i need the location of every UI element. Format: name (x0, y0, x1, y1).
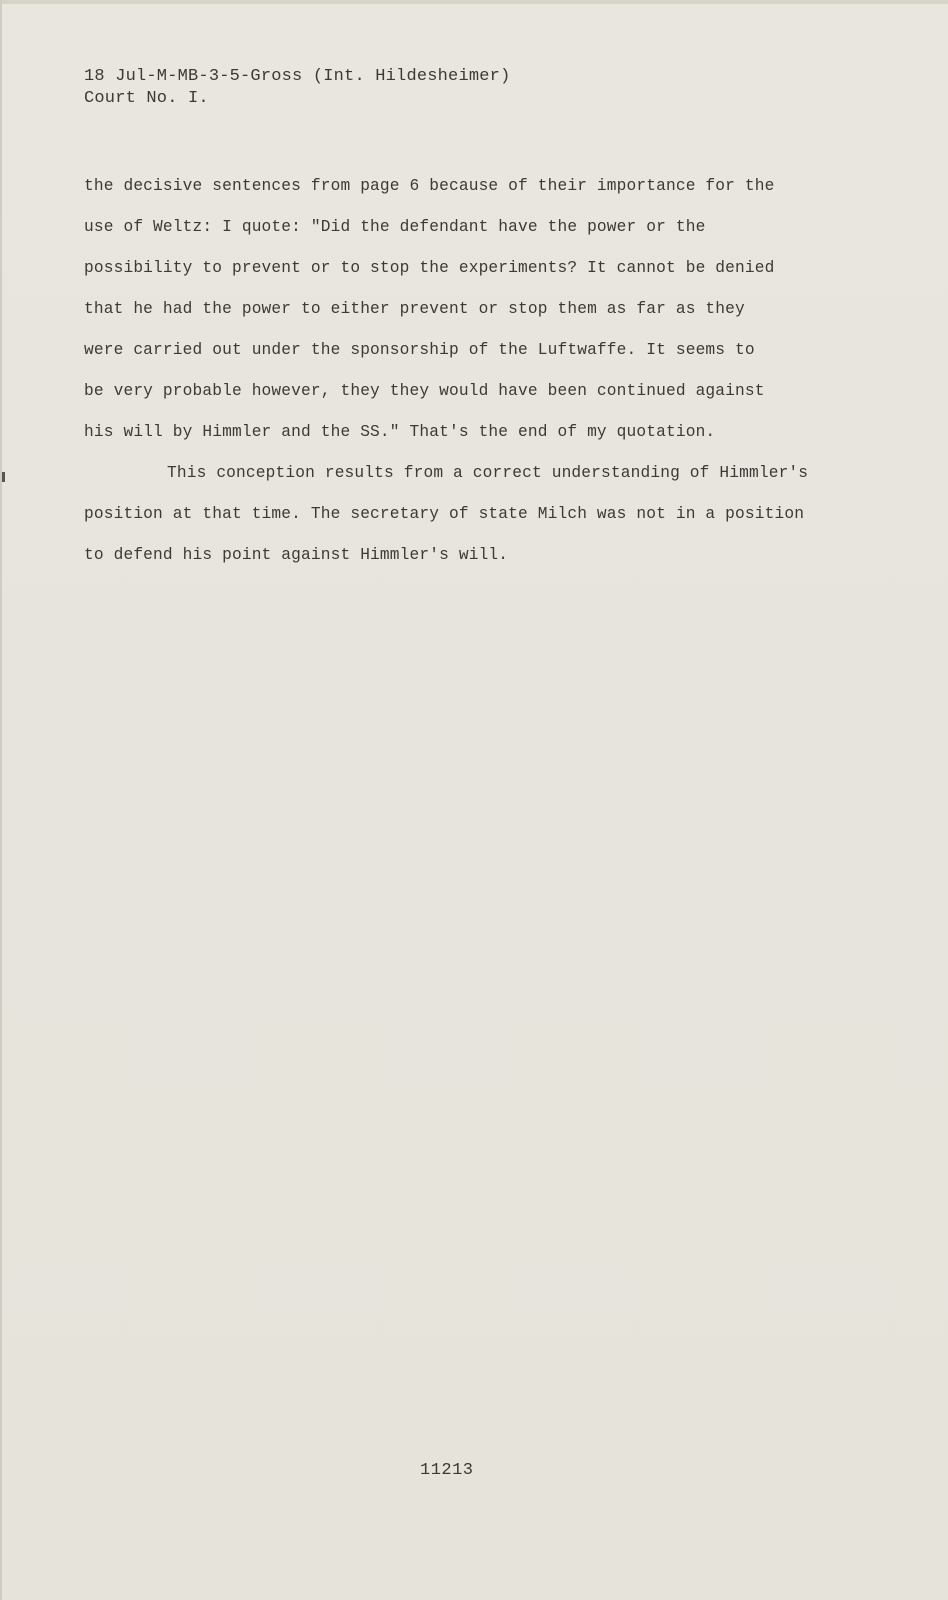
paper-top-edge (2, 0, 948, 4)
paragraph-start-line: This conception results from a correct understanding of Himmler's (167, 464, 809, 482)
body-line: be very probable however, they they would have been continued against (84, 382, 765, 400)
body-line: were carried out under the sponsorship of the Luftwaffe. It seems to (84, 341, 755, 359)
body-line: that he had the power to either prevent or stop them as far as they (84, 300, 745, 318)
header-court-line: Court No. I. (84, 89, 209, 108)
page-number: 11213 (420, 1461, 474, 1480)
body-line: use of Weltz: I quote: "Did the defendant have the power or the (84, 218, 706, 236)
transcript-body (84, 166, 864, 576)
margin-mark (2, 472, 5, 482)
body-line: his will by Himmler and the SS." That's the end of my quotation. (84, 423, 716, 441)
body-line: possibility to prevent or to stop the experiments? It cannot be denied (84, 259, 775, 277)
document-header (84, 66, 510, 110)
body-line: to defend his point against Himmler's will. (84, 546, 509, 564)
header-reference-line: 18 Jul-M-MB-3-5-Gross (Int. Hildesheimer) (84, 67, 511, 86)
body-line: position at that time. The secretary of state Milch was not in a position (84, 505, 805, 523)
body-line: the decisive sentences from page 6 because of their importance for the (84, 177, 775, 195)
